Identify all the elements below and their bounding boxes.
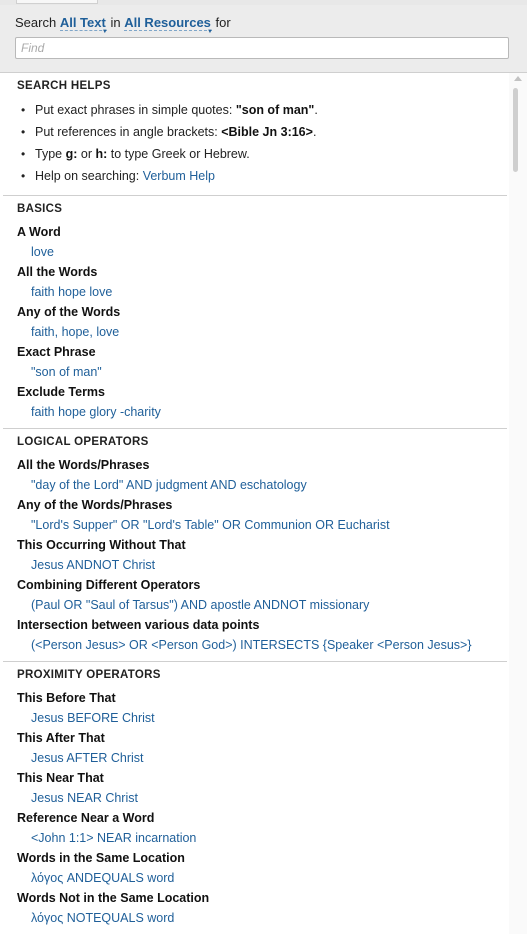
example-query-link[interactable]: faith, hope, love bbox=[31, 325, 120, 339]
example-label: This Near That bbox=[17, 771, 104, 785]
example-label: Exclude Terms bbox=[17, 385, 106, 399]
chevron-down-icon: ▼ bbox=[101, 29, 108, 35]
help-example: g: bbox=[65, 147, 78, 161]
verbum-help-link[interactable]: Verbum Help bbox=[142, 169, 215, 183]
proximity-operators-section bbox=[3, 662, 507, 934]
bullet-icon: • bbox=[21, 147, 26, 161]
help-example: <Bible Jn 3:16> bbox=[221, 125, 313, 139]
help-example: "son of man" bbox=[235, 103, 315, 117]
example-query-link[interactable]: faith hope love bbox=[31, 285, 113, 299]
example-label: Any of the Words bbox=[17, 305, 121, 319]
text-scope-label: All Text bbox=[59, 15, 106, 30]
search-prefix: Search bbox=[15, 15, 57, 30]
list-item bbox=[17, 143, 507, 165]
search-suffix: for bbox=[215, 15, 231, 30]
example-query-link[interactable]: Jesus ANDNOT Christ bbox=[31, 558, 156, 572]
example-query-link[interactable]: Jesus AFTER Christ bbox=[31, 751, 144, 765]
example-query-link[interactable]: love bbox=[31, 245, 54, 259]
example-label: All the Words/Phrases bbox=[17, 458, 150, 472]
chevron-down-icon: ▼ bbox=[206, 29, 213, 35]
help-text: or bbox=[77, 147, 96, 161]
help-text: Help on searching: bbox=[35, 169, 143, 183]
logical-operators-section bbox=[3, 429, 507, 662]
search-in-word: in bbox=[110, 15, 121, 30]
resource-scope-dropdown[interactable] bbox=[124, 15, 213, 35]
example-query-link[interactable]: λόγος ANDEQUALS word bbox=[31, 871, 175, 885]
example-label: Any of the Words/Phrases bbox=[17, 498, 173, 512]
search-scope-line bbox=[15, 15, 231, 35]
scrollbar-thumb[interactable] bbox=[513, 88, 518, 172]
example-query-link[interactable]: "Lord's Supper" OR "Lord's Table" OR Communion OR Eucharist bbox=[31, 518, 390, 532]
example-query-link[interactable]: Jesus BEFORE Christ bbox=[31, 711, 155, 725]
example-label: Words in the Same Location bbox=[17, 851, 185, 865]
example-label: Intersection between various data points bbox=[17, 618, 260, 632]
search-input[interactable] bbox=[16, 38, 508, 58]
search-header bbox=[0, 5, 527, 73]
example-query-link[interactable]: "day of the Lord" AND judgment AND eschatology bbox=[31, 478, 307, 492]
list-item bbox=[17, 165, 507, 187]
example-label: This Occurring Without That bbox=[17, 538, 186, 552]
example-query-link[interactable]: faith hope glory -charity bbox=[31, 405, 161, 419]
example-list bbox=[17, 222, 507, 428]
example-list bbox=[17, 455, 507, 661]
search-box[interactable] bbox=[15, 37, 509, 59]
example-query-link[interactable]: λόγος NOTEQUALS word bbox=[31, 911, 175, 925]
bullet-icon: • bbox=[21, 169, 26, 183]
help-text: Put references in angle brackets: bbox=[35, 125, 222, 139]
list-item bbox=[17, 99, 507, 121]
vertical-scrollbar[interactable] bbox=[509, 73, 527, 934]
example-query-link[interactable]: "son of man" bbox=[31, 365, 102, 379]
section-title: PROXIMITY OPERATORS bbox=[17, 669, 161, 681]
active-tab-edge[interactable] bbox=[16, 0, 98, 4]
example-query-link[interactable]: (<Person Jesus> OR <Person God>) INTERSECTS {Speaker <Person Jesus>} bbox=[31, 638, 472, 652]
help-text: . bbox=[314, 103, 318, 117]
section-title: BASICS bbox=[17, 203, 63, 215]
help-text: Type bbox=[35, 147, 66, 161]
example-label: All the Words bbox=[17, 265, 98, 279]
search-helps-section bbox=[3, 73, 507, 196]
help-text: to type Greek or Hebrew. bbox=[107, 147, 250, 161]
example-label: Combining Different Operators bbox=[17, 578, 201, 592]
example-label: Reference Near a Word bbox=[17, 811, 155, 825]
example-label: Exact Phrase bbox=[17, 345, 96, 359]
example-query-link[interactable]: Jesus NEAR Christ bbox=[31, 791, 138, 805]
help-text: Put exact phrases in simple quotes: bbox=[35, 103, 236, 117]
example-label: This After That bbox=[17, 731, 105, 745]
section-title: LOGICAL OPERATORS bbox=[17, 436, 149, 448]
basics-section bbox=[3, 196, 507, 429]
help-text: . bbox=[312, 125, 317, 139]
example-list bbox=[17, 688, 507, 934]
bullet-icon: • bbox=[21, 125, 26, 139]
text-scope-dropdown[interactable] bbox=[59, 15, 108, 35]
example-label: A Word bbox=[17, 225, 61, 239]
list-item bbox=[17, 121, 507, 143]
search-helps-panel bbox=[3, 73, 507, 934]
example-label: Words Not in the Same Location bbox=[17, 891, 210, 905]
resource-scope-label: All Resources bbox=[124, 15, 211, 30]
help-list bbox=[17, 99, 507, 195]
help-example: h: bbox=[95, 147, 108, 161]
example-label: This Before That bbox=[17, 691, 116, 705]
bullet-icon: • bbox=[21, 103, 26, 117]
example-query-link[interactable]: <John 1:1> NEAR incarnation bbox=[31, 831, 197, 845]
example-query-link[interactable]: (Paul OR "Saul of Tarsus") AND apostle ANDNOT missionary bbox=[31, 598, 370, 612]
section-title: SEARCH HELPS bbox=[17, 80, 111, 92]
scroll-up-arrow-icon[interactable] bbox=[514, 76, 522, 81]
